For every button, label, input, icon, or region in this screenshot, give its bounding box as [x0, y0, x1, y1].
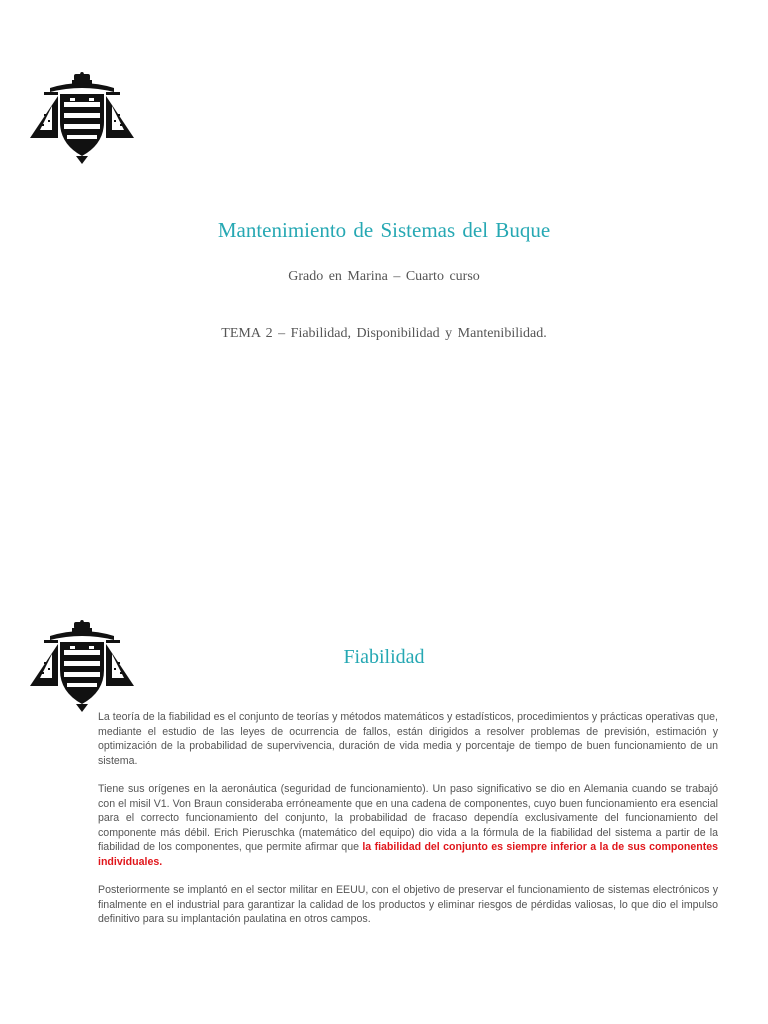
university-crest-icon	[22, 72, 142, 164]
fiabilidad-slide	[0, 580, 768, 1024]
section-title: Fiabilidad	[343, 646, 425, 668]
highlighted-conclusion: la fiabilidad del conjunto es siempre inferior a la de sus componentes individuales.	[98, 841, 719, 868]
paragraph-origins-text: Tiene sus orígenes en la aeronáutica (seguridad de funcionamiento). Un paso significativo se dio en Alemania cuando se trabajó con el misil V1. Von Braun consideraba erróneamente que en una cadena de componentes, cuyo buen funcionamiento era esencial para el correcto funcionamiento del conjunto, la probabilidad de fracaso dependía exclusivamente del funcionamiento del componente más débil. Erich Pieruschka (matemático del equipo) dio vida a la fórmula de la fiabilidad del sistema a partir de la fiabilidad de los componentes, que permite afirmar que	[98, 783, 718, 853]
cover-title: Mantenimiento de Sistemas del Buque	[217, 218, 551, 242]
paragraph-definition: La teoría de la fiabilidad es el conjunto de teorías y métodos matemáticos y estadísticos, procedimientos y prácticas operativas que, mediante el estudio de las leyes de ocurrencia de fallos, están dirigidos a resolver problemas de previsión, estimación y optimización de la probabilidad de supervivencia, duración de vida media y porcentaje de tiempo de buen funcionamiento de un sistema.	[98, 711, 718, 767]
section-body	[98, 710, 718, 941]
cover-subtitle: Grado en Marina – Cuarto curso	[288, 269, 480, 284]
paragraph-expansion: Posteriormente se implantó en el sector militar en EEUU, con el objetivo de preservar el funcionamiento de sistemas electrónicos y finalmente en el industrial para garantizar la calidad de los productos y eliminar riesgos de pérdidas valiosas, lo que dio el impulso definitivo para su implantación paulatina en otros campos.	[98, 884, 718, 925]
paragraph-origins	[98, 782, 718, 869]
cover-topic: TEMA 2 – Fiabilidad, Disponibilidad y Mantenibilidad.	[221, 326, 547, 341]
